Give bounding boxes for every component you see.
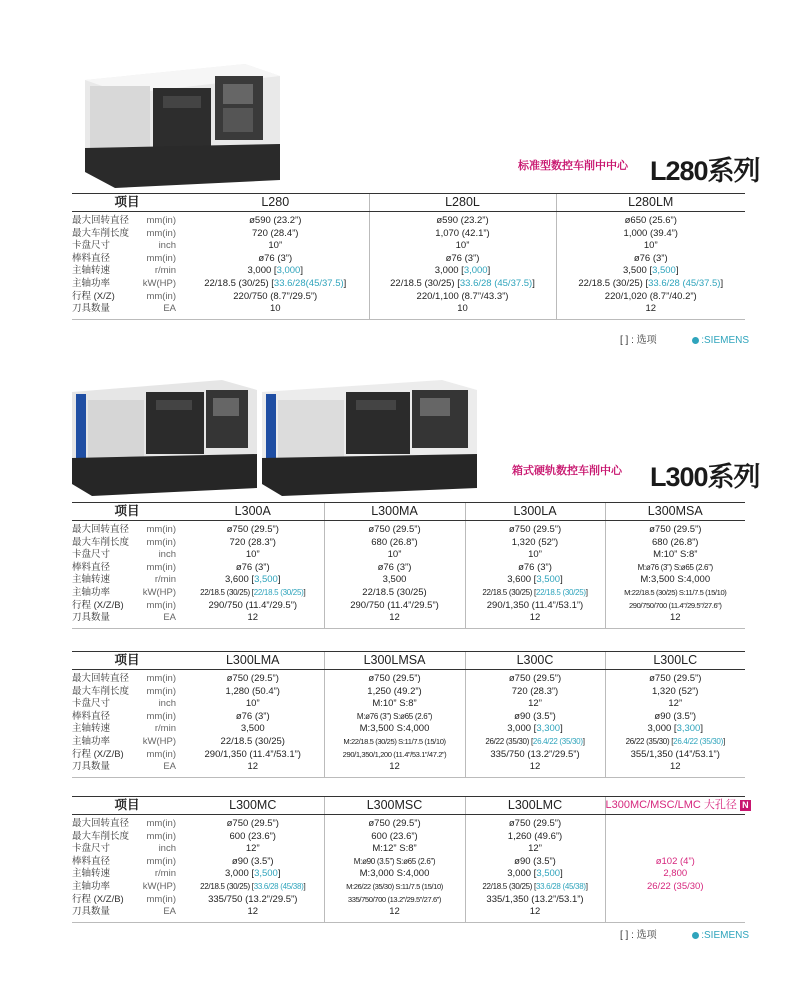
spec-row	[72, 600, 745, 613]
l300-legend	[620, 926, 749, 941]
spec-cell: 1,260 (49.6”)	[465, 831, 605, 844]
spec-cell: 22/18.5 (30/25) [33.6/28(45/37.5)]	[204, 277, 347, 289]
spec-row	[72, 856, 745, 869]
spec-cell: 22/18.5 (30/25) [22/18.5 (30/25)]	[200, 587, 306, 597]
spec-row	[72, 686, 745, 699]
spec-row	[72, 749, 745, 762]
option-value: 3,500	[254, 574, 278, 586]
spec-cell: ø90 (3.5”)	[231, 855, 274, 867]
spec-cell: ø750 (29.5”)	[324, 670, 465, 686]
spec-row	[72, 906, 745, 922]
spec-cell: 680 (26.8”)	[605, 537, 745, 550]
spec-cell: M:10” S:8”	[605, 549, 745, 562]
spec-cell: M:ø76 (3”) S:ø65 (2.6”)	[605, 562, 745, 575]
spec-cell: ø750 (29.5”)	[605, 521, 745, 537]
spec-cell: 3,600 [3,500]	[225, 574, 281, 586]
spec-row	[72, 736, 745, 749]
spec-cell: 1,000 (39.4”)	[556, 228, 745, 241]
option-legend: [ ] : 选项	[620, 335, 657, 346]
spec-cell: ø102 (4”)	[605, 856, 745, 869]
new-badge: N	[740, 800, 751, 811]
spec-row	[72, 711, 745, 724]
row-unit: mm(in)	[146, 215, 176, 226]
spec-cell: 3,000 [3,300]	[605, 723, 745, 736]
row-unit: mm(in)	[146, 561, 176, 573]
spec-cell: ø76 (3”)	[235, 561, 270, 573]
spec-cell: 3,500 [3,500]	[556, 265, 745, 278]
row-unit: inch	[158, 843, 176, 855]
row-unit: mm(in)	[146, 227, 176, 239]
spec-cell: 22/18.5 (30/25)	[220, 735, 285, 747]
spec-cell: 3,000 [3,000]	[369, 265, 556, 278]
spec-cell: ø76 (3”)	[556, 253, 745, 266]
spec-cell: 12	[465, 906, 605, 922]
spec-cell: 3,600 [3,500]	[465, 574, 605, 587]
spec-cell: 1,320 (52”)	[605, 686, 745, 699]
l300-subtitle: 箱式硬轨数控车削中心	[512, 465, 622, 477]
spec-cell: 10	[369, 303, 556, 319]
row-unit: r/min	[154, 574, 176, 586]
spec-cell: 22/18.5 (30/25) [33.6/28 (45/37.5)]	[556, 278, 745, 291]
spec-cell: 3,500	[240, 723, 265, 735]
l280-legend	[620, 331, 749, 346]
l280-machine-image	[85, 58, 280, 188]
row-unit: mm(in)	[146, 818, 176, 829]
row-unit: kW(HP)	[142, 586, 176, 598]
spec-cell: 220/750 (8.7”/29.5”)	[233, 290, 318, 302]
row-unit: r/min	[154, 868, 176, 880]
spec-cell: 220/1,100 (8.7”/43.3”)	[369, 291, 556, 304]
spec-row	[72, 761, 745, 777]
spec-cell: 3,500	[324, 574, 465, 587]
row-label: 最大车削长度 mm(in)	[72, 228, 182, 241]
option-value: 3,300	[536, 723, 561, 735]
spec-cell: 290/1,350 (11.4”/53.1”)	[204, 748, 301, 760]
spec-cell: 12	[324, 906, 465, 922]
model-header: L280L	[369, 194, 556, 212]
spec-cell: ø750 (29.5”)	[324, 521, 465, 537]
spec-row	[72, 253, 745, 266]
spec-cell: 290/750 (11.4”/29.5”)	[208, 599, 298, 611]
spec-cell: 12	[556, 303, 745, 319]
large-bore-header	[605, 797, 749, 815]
model-header: L300LC	[605, 652, 745, 670]
option-value: 33.6/28 (45/37.5)	[648, 277, 721, 289]
spec-cell: M:3,000 S:4,000	[324, 868, 465, 881]
row-unit: mm(in)	[146, 748, 176, 760]
spec-cell: 12	[324, 612, 465, 628]
spec-row	[72, 240, 745, 253]
spec-cell: 355/1,350 (14”/53.1”)	[605, 749, 745, 762]
row-label: 最大回转直径 mm(in)	[72, 212, 182, 228]
row-label: 刀具数量 EA	[72, 612, 182, 628]
spec-cell: M:ø76 (3”) S:ø65 (2.6”)	[324, 711, 465, 724]
row-label: 卡盘尺寸 inch	[72, 549, 182, 562]
spec-cell: 10	[269, 303, 281, 315]
spec-cell: 22/18.5 (30/25) [33.6/28 (45/38)]	[200, 881, 306, 891]
spec-row	[72, 265, 745, 278]
option-value: 26.4/22 (35/30)	[532, 736, 583, 746]
spec-cell	[605, 843, 745, 856]
header-item-label: 项目	[72, 652, 182, 670]
spec-cell: 12	[324, 761, 465, 777]
option-value: 33.6/28 (45/38)	[535, 881, 586, 891]
spec-cell: 2,800	[605, 868, 745, 881]
spec-cell: ø76 (3”)	[258, 252, 293, 264]
row-label: 棒料直径 mm(in)	[72, 253, 182, 266]
option-legend: [ ] : 选项	[620, 930, 657, 941]
row-unit: mm(in)	[146, 710, 176, 722]
spec-cell: 10”	[369, 240, 556, 253]
spec-cell: ø90 (3.5”)	[465, 856, 605, 869]
spec-row	[72, 831, 745, 844]
spec-cell: 22/18.5 (30/25) [33.6/28 (45/38)]	[465, 881, 605, 894]
l280-spec-table	[72, 193, 745, 320]
spec-cell: ø76 (3”)	[465, 562, 605, 575]
spec-cell: 1,070 (42.1”)	[369, 228, 556, 241]
row-unit: EA	[163, 303, 176, 315]
row-unit: mm(in)	[146, 893, 176, 905]
row-label: 行程 (X/Z/B) mm(in)	[72, 749, 182, 762]
spec-cell: 3,000 [3,000]	[247, 265, 303, 277]
spec-cell: 3,000 [3,500]	[225, 868, 281, 880]
row-label: 棒料直径 mm(in)	[72, 856, 182, 869]
l280-series-title: L280系列	[650, 156, 760, 186]
option-value: 3,300	[676, 723, 701, 735]
spec-cell: 12	[465, 612, 605, 628]
row-label: 卡盘尺寸 inch	[72, 843, 182, 856]
row-unit: mm(in)	[146, 252, 176, 264]
spec-cell: ø76 (3”)	[369, 253, 556, 266]
spec-cell: ø90 (3.5”)	[465, 711, 605, 724]
row-label: 主轴转速 r/min	[72, 723, 182, 736]
row-unit: inch	[158, 698, 176, 710]
spec-cell	[605, 815, 745, 831]
option-value: 3,000	[276, 265, 301, 277]
row-label: 最大车削长度 mm(in)	[72, 686, 182, 699]
spec-cell: 10”	[465, 549, 605, 562]
spec-cell: 12	[605, 761, 745, 777]
spec-cell: 600 (23.6”)	[324, 831, 465, 844]
spec-cell: M:3,500 S:4,000	[324, 723, 465, 736]
spec-row	[72, 670, 745, 686]
spec-cell: ø590 (23.2”)	[249, 215, 302, 226]
row-label: 刀具数量 EA	[72, 761, 182, 777]
row-label: 主轴功率 kW(HP)	[72, 736, 182, 749]
spec-cell: 10”	[245, 698, 260, 710]
row-label: 行程 (X/Z/B) mm(in)	[72, 600, 182, 613]
model-header: L280	[182, 194, 369, 212]
spec-cell: 12	[605, 612, 745, 628]
spec-cell: 335/750 (13.2”/29.5”)	[208, 893, 298, 905]
row-unit: EA	[163, 906, 176, 918]
spec-row	[72, 574, 745, 587]
row-label: 主轴转速 r/min	[72, 265, 182, 278]
spec-cell: ø590 (23.2”)	[369, 212, 556, 228]
spec-row	[72, 549, 745, 562]
option-value: 33.6/28 (45/38)	[253, 881, 304, 891]
spec-cell: 12”	[465, 698, 605, 711]
row-label: 刀具数量 EA	[72, 906, 182, 922]
spec-cell: 720 (28.3”)	[465, 686, 605, 699]
spec-cell: 3,000 [3,500]	[465, 868, 605, 881]
model-header: L280LM	[556, 194, 745, 212]
header-item-label: 项目	[72, 797, 182, 815]
spec-cell: 26/22 (35/30) [26.4/22 (35/30)]	[465, 736, 605, 749]
model-header: L300LMA	[182, 652, 324, 670]
spec-cell: 1,320 (52”)	[465, 537, 605, 550]
spec-row	[72, 843, 745, 856]
row-label: 主轴功率 kW(HP)	[72, 881, 182, 894]
row-unit: kW(HP)	[142, 735, 176, 747]
spec-cell	[605, 906, 745, 922]
row-label: 刀具数量 EA	[72, 303, 182, 319]
spec-row	[72, 815, 745, 831]
spec-row	[72, 278, 745, 291]
model-header: L300LMSA	[324, 652, 465, 670]
row-unit: mm(in)	[146, 855, 176, 867]
row-label: 主轴转速 r/min	[72, 574, 182, 587]
option-value: 3,500	[652, 265, 676, 277]
row-unit: mm(in)	[146, 685, 176, 697]
spec-cell: 12”	[605, 698, 745, 711]
row-unit: kW(HP)	[142, 277, 176, 289]
large-bore-header-label: L300MC/MSC/LMC 大孔径	[605, 799, 737, 812]
row-label: 最大车削长度 mm(in)	[72, 831, 182, 844]
option-value: 3,500	[536, 868, 561, 880]
spec-cell: ø90 (3.5”)	[605, 711, 745, 724]
spec-cell: 10”	[324, 549, 465, 562]
spec-cell: M:26/22 (35/30) S:11/7.5 (15/10)	[324, 881, 465, 894]
row-label: 行程 (X/Z) mm(in)	[72, 291, 182, 304]
row-unit: EA	[163, 612, 176, 624]
spec-cell: 220/1,020 (8.7”/40.2”)	[556, 291, 745, 304]
l300mc-spec-table	[72, 796, 749, 923]
option-value: 3,500	[536, 574, 561, 586]
row-unit: kW(HP)	[142, 880, 176, 892]
row-unit: mm(in)	[146, 536, 176, 548]
option-value: 33.6/28 (45/37.5)	[459, 277, 533, 289]
row-unit: mm(in)	[146, 599, 176, 611]
spec-row	[72, 521, 745, 537]
spec-cell: 12	[247, 761, 259, 773]
spec-cell: M:22/18.5 (30/25) S:11/7.5 (15/10)	[605, 587, 745, 600]
row-label: 最大回转直径 mm(in)	[72, 521, 182, 537]
spec-cell: 335/1,350 (13.2”/53.1”)	[465, 894, 605, 907]
spec-cell	[605, 894, 745, 907]
row-label: 最大车削长度 mm(in)	[72, 537, 182, 550]
spec-row	[72, 894, 745, 907]
option-value: 3,500	[254, 868, 278, 880]
row-unit: r/min	[154, 723, 176, 735]
option-value: 33.6/28(45/37.5)	[273, 277, 344, 289]
spec-cell: M:22/18.5 (30/25) S:11/7.5 (15/10)	[324, 736, 465, 749]
row-unit: mm(in)	[146, 524, 176, 535]
spec-cell: ø750 (29.5”)	[465, 521, 605, 537]
row-label: 棒料直径 mm(in)	[72, 711, 182, 724]
row-unit: inch	[158, 240, 176, 252]
spec-cell: ø750 (29.5”)	[465, 670, 605, 686]
spec-cell: 10”	[245, 549, 260, 561]
spec-cell: 720 (28.4”)	[252, 227, 299, 239]
spec-cell: 290/750/700 (11.4”/29.5”/27.6”)	[605, 600, 745, 613]
row-label: 最大回转直径 mm(in)	[72, 670, 182, 686]
model-header: L300MSA	[605, 503, 745, 521]
row-unit: mm(in)	[146, 830, 176, 842]
spec-cell: 12”	[465, 843, 605, 856]
spec-row	[72, 723, 745, 736]
model-header: L300C	[465, 652, 605, 670]
model-header: L300MC	[182, 797, 324, 815]
spec-cell: ø76 (3”)	[235, 710, 270, 722]
spec-cell: 22/18.5 (30/25) [33.6/28 (45/37.5)]	[369, 278, 556, 291]
l300-machine-image-2	[262, 378, 477, 496]
spec-cell: M:ø90 (3.5”) S:ø65 (2.6”)	[324, 856, 465, 869]
spec-row	[72, 587, 745, 600]
model-header: L300A	[182, 503, 324, 521]
row-label: 棒料直径 mm(in)	[72, 562, 182, 575]
l280-subtitle: 标准型数控车削中中心	[518, 160, 628, 172]
spec-cell: 12”	[245, 843, 260, 855]
spec-cell: ø750 (29.5”)	[605, 670, 745, 686]
spec-cell: M:12” S:8”	[324, 843, 465, 856]
spec-cell	[605, 831, 745, 844]
siemens-dot-icon	[692, 337, 699, 344]
spec-cell: 720 (28.3”)	[229, 536, 276, 548]
spec-cell: 22/18.5 (30/25) [22/18.5 (30/25)]	[465, 587, 605, 600]
spec-cell: 10”	[268, 240, 283, 252]
spec-cell: M:10” S:8”	[324, 698, 465, 711]
row-unit: inch	[158, 549, 176, 561]
spec-cell: 290/1,350/1,200 (11.4”/53.1”/47.2”)	[324, 749, 465, 762]
spec-cell: ø750 (29.5”)	[226, 818, 279, 829]
option-value: 26.4/22 (35/30)	[673, 736, 723, 746]
spec-row	[72, 537, 745, 550]
spec-cell: 26/22 (35/30) [26.4/22 (35/30)]	[605, 736, 745, 749]
row-unit: EA	[163, 761, 176, 773]
spec-cell: ø750 (29.5”)	[465, 815, 605, 831]
spec-cell: 3,000 [3,300]	[465, 723, 605, 736]
spec-cell: 1,250 (49.2”)	[324, 686, 465, 699]
spec-row	[72, 212, 745, 228]
option-value: 22/18.5 (30/25)	[253, 587, 304, 597]
row-label: 主轴转速 r/min	[72, 868, 182, 881]
l300-series-title: L300系列	[650, 462, 760, 492]
spec-cell: 335/750/700 (13.2”/29.5”/27.6”)	[324, 894, 465, 907]
model-header: L300MSC	[324, 797, 465, 815]
spec-row	[72, 698, 745, 711]
spec-cell: 680 (26.8”)	[324, 537, 465, 550]
siemens-legend: :SIEMENS	[701, 930, 750, 941]
spec-cell: 290/750 (11.4”/29.5”)	[324, 600, 465, 613]
row-label: 卡盘尺寸 inch	[72, 698, 182, 711]
spec-row	[72, 228, 745, 241]
row-label: 主轴功率 kW(HP)	[72, 587, 182, 600]
spec-row	[72, 562, 745, 575]
spec-cell: ø750 (29.5”)	[324, 815, 465, 831]
option-value: 3,000	[463, 265, 488, 277]
spec-cell: 26/22 (35/30)	[605, 881, 745, 894]
spec-cell: 12	[465, 761, 605, 777]
l300a-spec-table	[72, 502, 745, 629]
spec-row	[72, 612, 745, 628]
model-header: L300LMC	[465, 797, 605, 815]
row-label: 最大回转直径 mm(in)	[72, 815, 182, 831]
siemens-dot-icon	[692, 932, 699, 939]
spec-cell: ø750 (29.5”)	[226, 524, 279, 535]
siemens-legend: :SIEMENS	[701, 335, 750, 346]
spec-row	[72, 303, 745, 319]
l300-machine-image-1	[72, 378, 257, 496]
spec-cell: 12	[247, 612, 259, 624]
spec-cell: ø650 (25.6”)	[556, 212, 745, 228]
header-item-label: 项目	[72, 194, 182, 212]
spec-row	[72, 881, 745, 894]
spec-cell: 12	[247, 906, 259, 918]
row-label: 主轴功率 kW(HP)	[72, 278, 182, 291]
row-unit: mm(in)	[146, 290, 176, 302]
row-unit: r/min	[154, 265, 176, 277]
spec-cell: 335/750 (13.2”/29.5”)	[465, 749, 605, 762]
header-item-label: 项目	[72, 503, 182, 521]
row-unit: mm(in)	[146, 673, 176, 684]
row-label: 卡盘尺寸 inch	[72, 240, 182, 253]
option-value: 22/18.5 (30/25)	[535, 587, 586, 597]
spec-cell: 22/18.5 (30/25)	[324, 587, 465, 600]
spec-cell: ø76 (3”)	[324, 562, 465, 575]
spec-cell: 10”	[556, 240, 745, 253]
spec-row	[72, 868, 745, 881]
spec-cell: ø750 (29.5”)	[226, 673, 279, 684]
model-header: L300MA	[324, 503, 465, 521]
spec-cell: 1,280 (50.4”)	[225, 685, 280, 697]
spec-cell: 600 (23.6”)	[229, 830, 276, 842]
l300lma-spec-table	[72, 651, 745, 778]
model-header: L300LA	[465, 503, 605, 521]
spec-cell: 290/1,350 (11.4”/53.1”)	[465, 600, 605, 613]
spec-row	[72, 291, 745, 304]
spec-cell: M:3,500 S:4,000	[605, 574, 745, 587]
row-label: 行程 (X/Z/B) mm(in)	[72, 894, 182, 907]
